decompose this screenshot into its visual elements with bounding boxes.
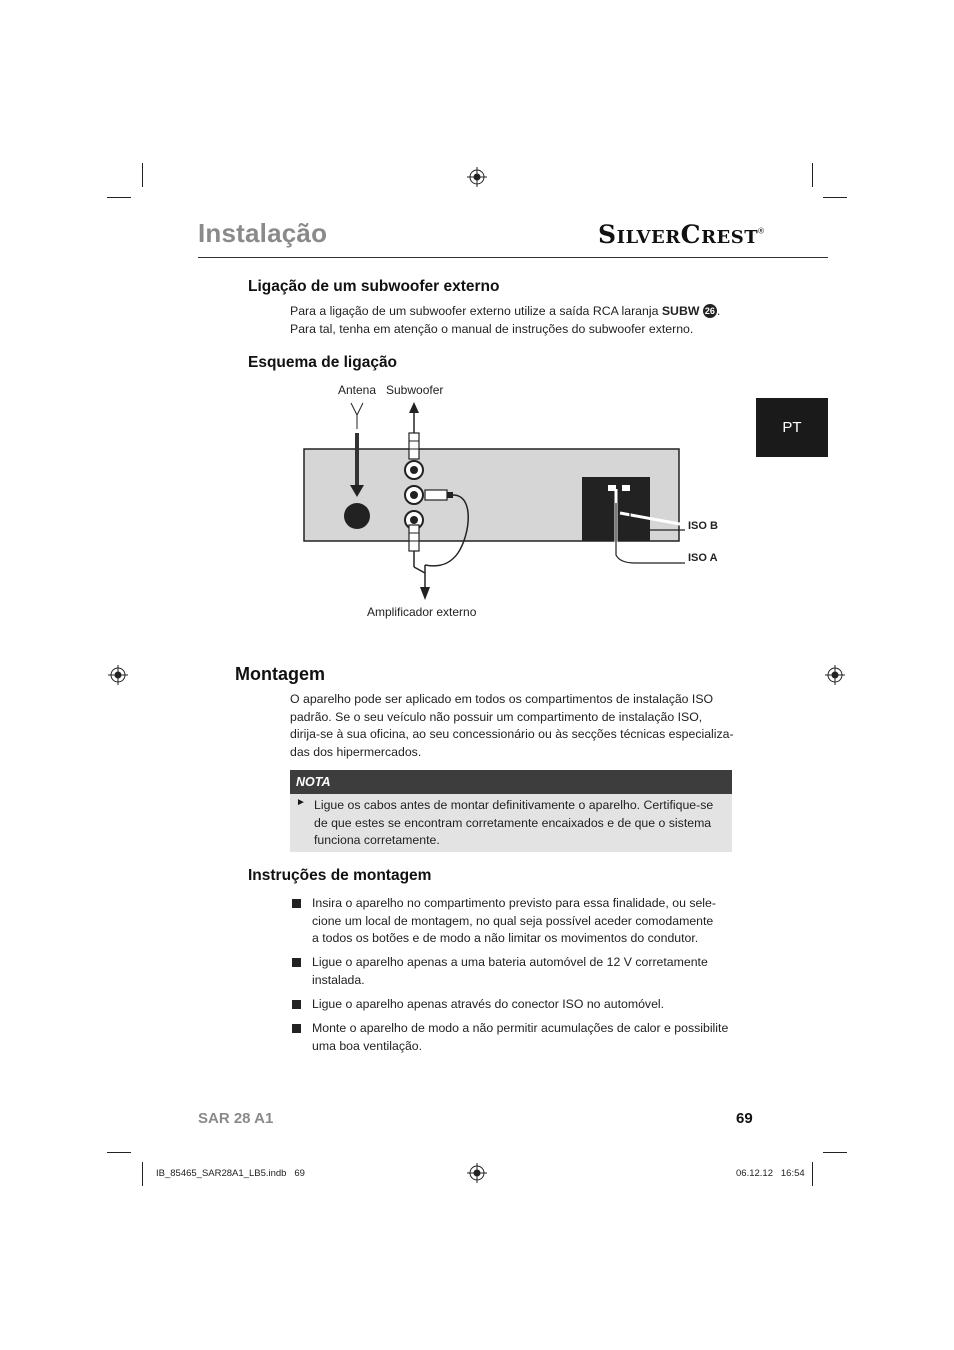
note-line: funciona corretamente. [314,833,440,847]
connection-diagram [290,395,730,610]
paragraph-line: O aparelho pode ser aplicado em todos os compartimentos de instalação ISO [290,692,714,706]
subwoofer-plug [409,402,419,459]
list-item [312,895,732,948]
registration-mark-icon [108,665,128,685]
amplifier-label: Amplificador externo [367,605,477,619]
note-text [314,797,724,850]
header-divider [198,257,828,258]
list-item [312,954,732,989]
amplifier-arrow [414,565,430,600]
amplifier-plug-down [409,525,419,567]
paragraph-line: padrão. Se o seu veículo não possuir um compartimento de instalação ISO, [290,709,703,724]
list-item-line: Ligue o aparelho apenas a uma bateria automóvel de 12 V corretamente [312,955,708,969]
list-item-line: cione um local de montagem, no qual seja possível aceder comodamente [312,913,714,928]
crop-mark [142,163,143,187]
arrow-bullet-icon: ► [296,797,306,808]
print-slug-file: IB_85465_SAR28A1_LB5.indb 69 [156,1168,305,1179]
brand-letter: C [680,220,702,249]
brand-letters: REST [701,227,759,248]
square-bullet-icon [292,899,301,908]
model-number: SAR 28 A1 [198,1110,274,1127]
paragraph [290,691,740,761]
crop-mark [107,197,131,198]
iso-a-label: ISO A [688,552,718,564]
list-item-line: Insira o aparelho no compartimento previsto para essa finalidade, ou sele- [312,896,716,910]
paragraph-line: dirija-se à sua oficina, ao seu concessionário ou às secções técnicas especializa- [290,727,734,741]
registered-mark: ® [758,226,765,236]
brand-letters: ILVER [616,227,681,248]
text: . [716,304,721,318]
list-item-line: Ligue o aparelho apenas através do conector ISO no automóvel. [312,997,665,1011]
page-title: Instalação [198,218,328,248]
paragraph-line [290,303,720,321]
note-body [290,794,732,852]
note-line: Ligue os cabos antes de montar definitivamente o aparelho. Certifique-se [314,798,714,812]
rca-socket-middle [405,486,423,504]
crop-mark [823,197,847,198]
paragraph-line: das dos hipermercados. [290,744,422,759]
connector-label: SUBW [661,304,700,318]
subwoofer-label: Subwoofer [386,383,444,397]
iso-b-label: ISO B [688,520,718,532]
list-item [312,1020,732,1055]
section-heading: Esquema de ligação [248,354,398,371]
print-slug-date: 06.12.12 16:54 [736,1168,805,1179]
antenna-socket [344,503,370,529]
paragraph-line: Para tal, tenha em atenção o manual de instruções do subwoofer externo. [290,322,694,336]
note-line: de que estes se encontram corretamente encaixados e de que o sistema [314,815,712,830]
square-bullet-icon [292,1024,301,1033]
antenna-label: Antena [338,383,377,397]
crop-mark [823,1152,847,1153]
list-item-line: Monte o aparelho de modo a não permitir acumulações de calor e possibilite [312,1021,729,1035]
crop-mark [812,163,813,187]
page-number: 69 [736,1110,753,1127]
antenna-icon [351,403,363,429]
list-item-line: instalada. [312,972,365,987]
section-heading: Montagem [235,664,325,684]
section-heading: Instruções de montagem [248,867,432,884]
crop-mark [812,1162,813,1186]
list-item [312,996,732,1014]
crop-mark [107,1152,131,1153]
language-tab-label: PT [782,419,802,436]
square-bullet-icon [292,958,301,967]
text: Para a ligação de um subwoofer externo utilize a saída RCA laranja [290,304,659,318]
registration-mark-icon [467,1163,487,1183]
note-header: NOTA [290,770,732,794]
language-tab [756,398,828,457]
square-bullet-icon [292,1000,301,1009]
list-item-line: uma boa ventilação. [312,1038,423,1053]
number-badge: 26 [704,306,715,316]
brand-logo [598,220,765,249]
brand-letter: S [598,220,617,249]
list-item-line: a todos os botões e de modo a não limitar os movimentos do condutor. [312,931,699,945]
registration-mark-icon [467,167,487,187]
registration-mark-icon [825,665,845,685]
crop-mark [142,1162,143,1186]
rca-socket-top [405,461,423,479]
section-heading: Ligação de um subwoofer externo [248,278,500,295]
